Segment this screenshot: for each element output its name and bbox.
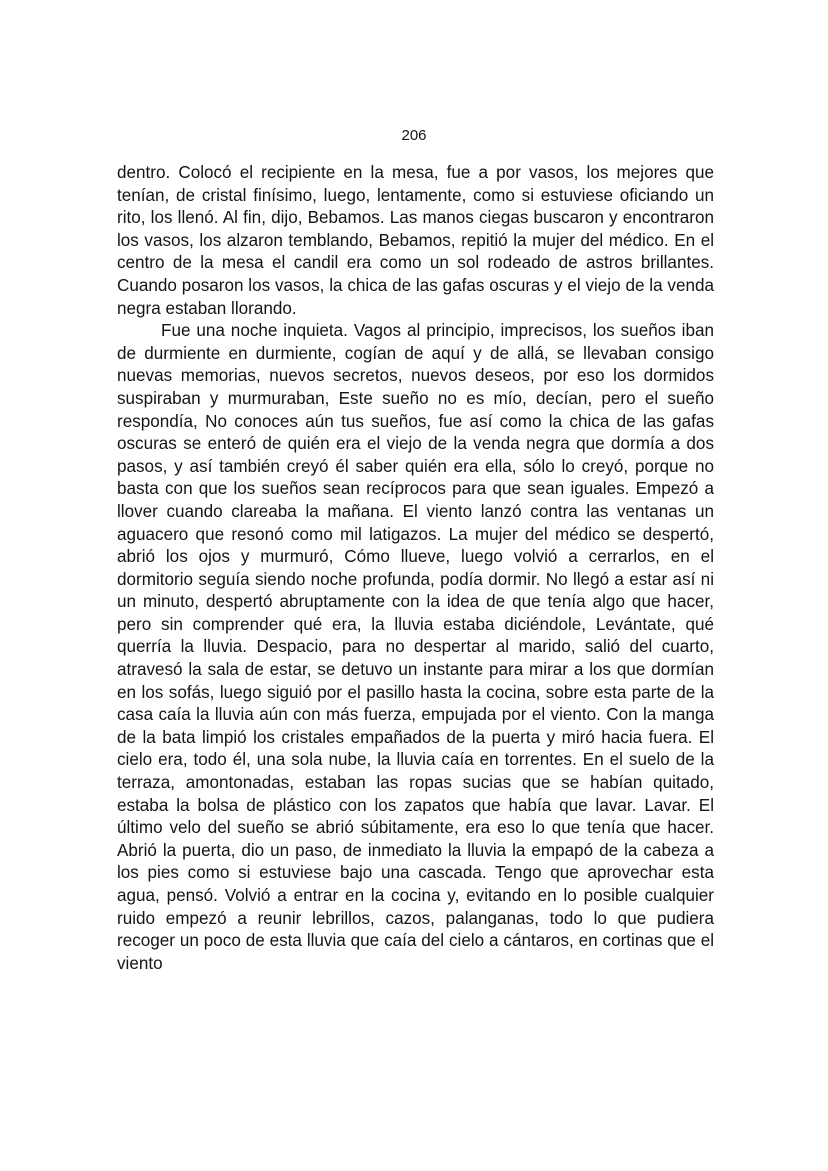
paragraph-continued: dentro. Colocó el recipiente en la mesa, fue a por vasos, los mejores que tenían, de cristal finísimo, luego, lentamente, como si estuviese oficiando un rito, los llenó. Al fin, dijo, Bebamos. Las manos ciegas buscaron y encontraron los vasos, los alzaron temblando, Bebamos, repitió la mujer del médico. En el centro de la mesa el candil era como un sol rodeado de astros brillantes. Cuando posaron los vasos, la chica de las gafas oscuras y el viejo de la venda negra estaban llorando. bbox=[117, 163, 714, 318]
page-number: 206 bbox=[401, 127, 427, 144]
paragraph: Fue una noche inquieta. Vagos al principio, imprecisos, los sueños iban de durmiente en durmiente, cogían de aquí y de allá, se llevaban consigo nuevas memorias, nuevos secretos, nuevos deseos, por eso los dormidos suspiraban y murmuraban, Este sueño no es mío, decían, pero el sueño respondía, No conoces aún tus sueños, fue así como la chica de las gafas oscuras se enteró de quién era el viejo de la venda negra que dormía a dos pasos, y así también creyó él saber quién era ella, sólo lo creyó, porque no basta con que los sueños sean recíprocos para que sean iguales. Empezó a llover cuando clareaba la mañana. El viento lanzó contra las ventanas un aguacero que resonó como mil latigazos. La mujer del médico se despertó, abrió los ojos y murmuró, Cómo llueve, luego volvió a cerrarlos, en el dormitorio seguía siendo noche profunda, podía dormir. No llegó a estar así ni un minuto, despertó abruptamente con la idea de que tenía algo que hacer, pero sin comprender qué era, la lluvia estaba diciéndole, Levántate, qué querría la lluvia. Despacio, para no despertar al marido, salió del cuarto, atravesó la sala de estar, se detuvo un instante para mirar a los que dormían en los sofás, luego siguió por el pasillo hasta la cocina, sobre esta parte de la casa caía la lluvia aún con más fuerza, empujada por el viento. Con la manga de la bata limpió los cristales empañados de la puerta y miró hacia fuera. El cielo era, todo él, una sola nube, la lluvia caía en torrentes. En el suelo de la terraza, amontonadas, estaban las ropas sucias que se habían quitado, estaba la bolsa de plástico con los zapatos que había que lavar. Lavar. El último velo del sueño se abrió súbitamente, era eso lo que tenía que hacer. Abrió la puerta, dio un paso, de inmediato la lluvia la empapó de la cabeza a los pies como si estuviese bajo una cascada. Tengo que aprovechar esta agua, pensó. Volvió a entrar en la cocina y, evitando en lo posible cualquier ruido empezó a reunir lebrillos, cazos, palanganas, todo lo que pudiera recoger un poco de esta lluvia que caía del cielo a cántaros, en cortinas que el viento bbox=[117, 321, 714, 973]
body-text bbox=[117, 162, 714, 975]
